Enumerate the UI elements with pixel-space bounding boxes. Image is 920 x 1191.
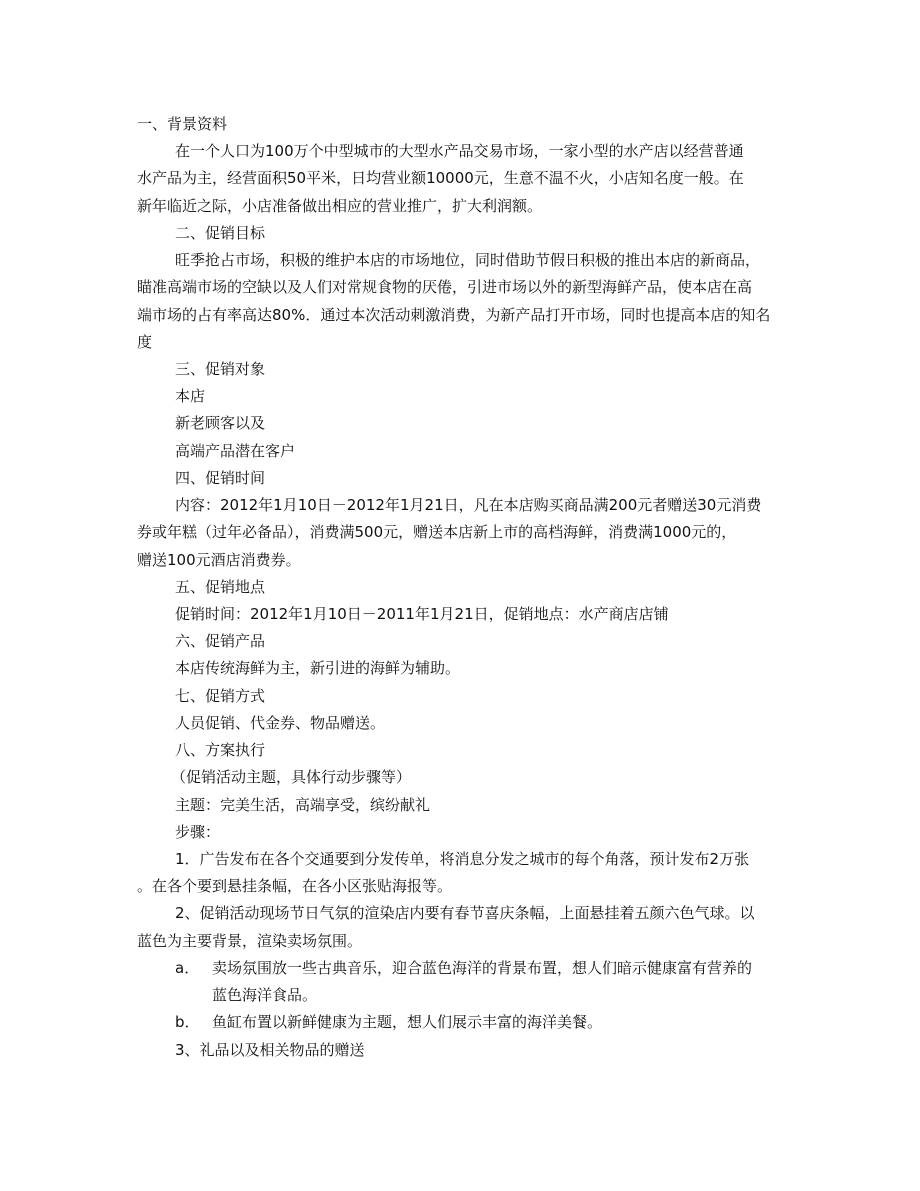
paragraph-line: 度 — [137, 333, 153, 351]
step-line: 1．广告发布在各个交通要到分发传单，将消息分发之城市的每个角落，预计发布2万张 — [175, 850, 750, 868]
section-heading-products: 六、促销产品 — [175, 632, 266, 650]
section-heading-time: 四、促销时间 — [175, 469, 266, 487]
paragraph-line: 促销时间：2012年1月10日－2011年1月21日，促销地点：水产商店店铺 — [175, 605, 669, 623]
sub-item-marker: a． — [175, 959, 200, 977]
execution-theme: 主题：完美生活，高端享受，缤纷献礼 — [175, 796, 431, 814]
section-heading-location: 五、促销地点 — [175, 578, 266, 596]
step-line: 3、礼品以及相关物品的赠送 — [175, 1041, 365, 1059]
list-item: 本店 — [175, 387, 206, 405]
paragraph-line: 本店传统海鲜为主，新引进的海鲜为辅助。 — [175, 659, 461, 677]
steps-label: 步骤： — [175, 823, 221, 841]
paragraph-line: 人员促销、代金券、物品赠送。 — [175, 714, 386, 732]
list-item: 新老顾客以及 — [175, 414, 266, 432]
section-heading-goals: 二、促销目标 — [175, 224, 266, 242]
paragraph-line: 水产品为主，经营面积50平米，日均营业额10000元，生意不温不火，小店知名度一般。在 — [137, 169, 744, 187]
paragraph-line: 旺季抢占市场，积极的维护本店的市场地位，同时借助节假日积极的推出本店的新商品， — [175, 251, 761, 269]
paragraph-line: 在一个人口为100万个中型城市的大型水产品交易市场，一家小型的水产店以经营普通 — [175, 142, 744, 160]
sub-item-line: 鱼缸布置以新鲜健康为主题，想人们展示丰富的海洋美餐。 — [212, 1013, 603, 1031]
sub-item-line: 蓝色海洋食品。 — [212, 986, 318, 1004]
paragraph-line: 券或年糕（过年必备品），消费满500元，赠送本店新上市的高档海鲜，消费满1000元的， — [137, 523, 737, 541]
paragraph-line: 瞄准高端市场的空缺以及人们对常规食物的厌倦，引进市场以外的新型海鲜产品，使本店在高 — [137, 278, 753, 296]
paragraph-line: 新年临近之际，小店准备做出相应的营业推广，扩大利润额。 — [137, 197, 543, 215]
paragraph-line: 赠送100元酒店消费券。 — [137, 551, 301, 569]
section-heading-background: 一、背景资料 — [137, 115, 228, 133]
sub-item-line: 卖场氛围放一些古典音乐，迎合蓝色海洋的背景布置，想人们暗示健康富有营养的 — [212, 959, 753, 977]
paragraph-line: 端市场的占有率高达80%．通过本次活动刺激消费，为新产品打开市场，同时也提高本店的知名 — [137, 306, 771, 324]
list-item: 高端产品潜在客户 — [175, 442, 296, 460]
section-heading-targets: 三、促销对象 — [175, 360, 266, 378]
step-line: 。在各个要到悬挂条幅，在各小区张贴海报等。 — [137, 877, 453, 895]
execution-note: （促销活动主题，具体行动步骤等） — [171, 768, 412, 786]
step-line: 蓝色为主要背景，渲染卖场氛围。 — [137, 932, 363, 950]
step-line: 2、促销活动现场节日气氛的渲染店内要有春节喜庆条幅，上面悬挂着五颜六色气球。以 — [175, 904, 755, 922]
paragraph-line: 内容：2012年1月10日－2012年1月21日，凡在本店购买商品满200元者赠送30元消费 — [175, 496, 762, 514]
section-heading-execution: 八、方案执行 — [175, 741, 266, 759]
sub-item-marker: b． — [175, 1013, 200, 1031]
section-heading-methods: 七、促销方式 — [175, 687, 266, 705]
